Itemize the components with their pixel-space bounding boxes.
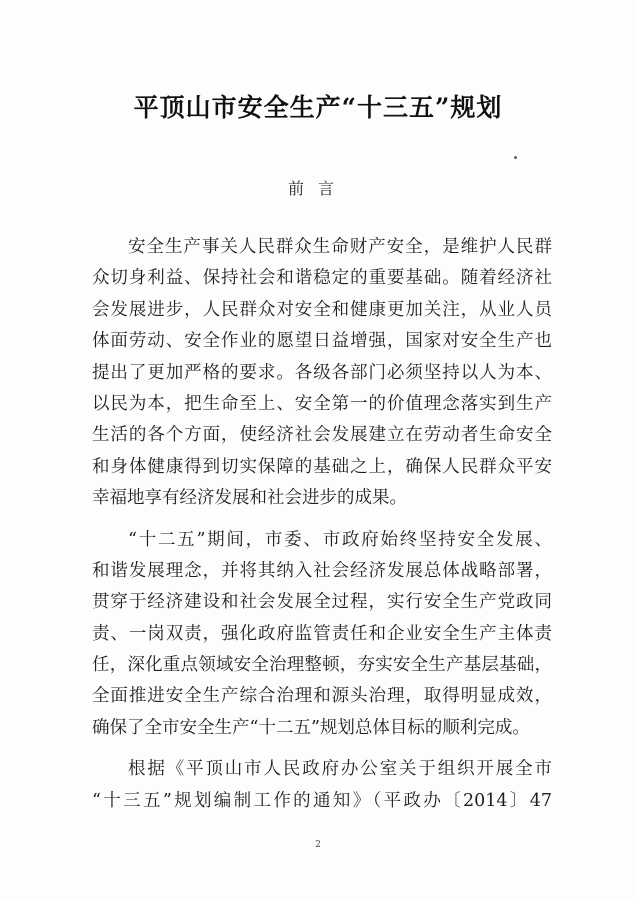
text-line: 会发展进步，人民群众对安全和健康更加关注，从业人员 [92,299,552,320]
paragraph-gap [92,515,552,525]
text-line: 根据《平顶山市人民政府办公室关于组织开展全市 [128,759,552,780]
text-line: 责、一岗双责，强化政府监管责任和企业安全生产主体责 [92,623,552,644]
text-line: 生活的各个方面，使经济社会发展建立在劳动者生命安全 [92,425,552,446]
text-line: 众切身利益、保持社会和谐稳定的重要基础。随着经济社 [92,268,552,289]
paragraph-gap [92,744,552,754]
text-line: 体面劳动、安全作业的愿望日益增强，国家对安全生产也 [92,331,552,352]
text-line: 和身体健康得到切实保障的基础之上，确保人民群众平安 [92,456,552,477]
paragraph-basis [92,754,552,817]
text-line: 幸福地享有经济发展和社会进步的成果。 [92,488,407,509]
text-line: 安全生产事关人民群众生命财产安全，是维护人民群 [128,237,552,257]
text-line: 提出了更加严格的要求。各级各部门必须坚持以人为本、 [92,362,552,383]
text-line: “十二五”期间，市委、市政府始终坚持安全发展、 [128,529,552,550]
text-line: “十三五”规划编制工作的通知》（平政办〔2014〕47 [92,790,552,811]
text-line: 确保了全市安全生产“十二五”规划总体目标的顺利完成。 [92,717,530,738]
paragraph-intro [92,232,552,515]
section-heading: 前言 [287,179,348,198]
document-title: 平顶山市安全生产“十三五”规划 [133,93,503,122]
document-body [92,232,552,817]
text-line: 和谐发展理念，并将其纳入社会经济发展总体战略部署， [92,560,552,581]
text-line: 全面推进安全生产综合治理和源头治理，取得明显成效， [92,686,552,707]
text-line: 以民为本，把生命至上、安全第一的价值理念落实到生产 [92,393,552,414]
page-number: 2 [315,840,321,850]
scan-speck [514,156,517,159]
text-line: 任，深化重点领域安全治理整顿，夯实安全生产基层基础， [92,655,552,676]
text-line: 贯穿于经济建设和社会发展全过程，实行安全生产党政同 [92,592,552,613]
paragraph-review [92,525,552,745]
